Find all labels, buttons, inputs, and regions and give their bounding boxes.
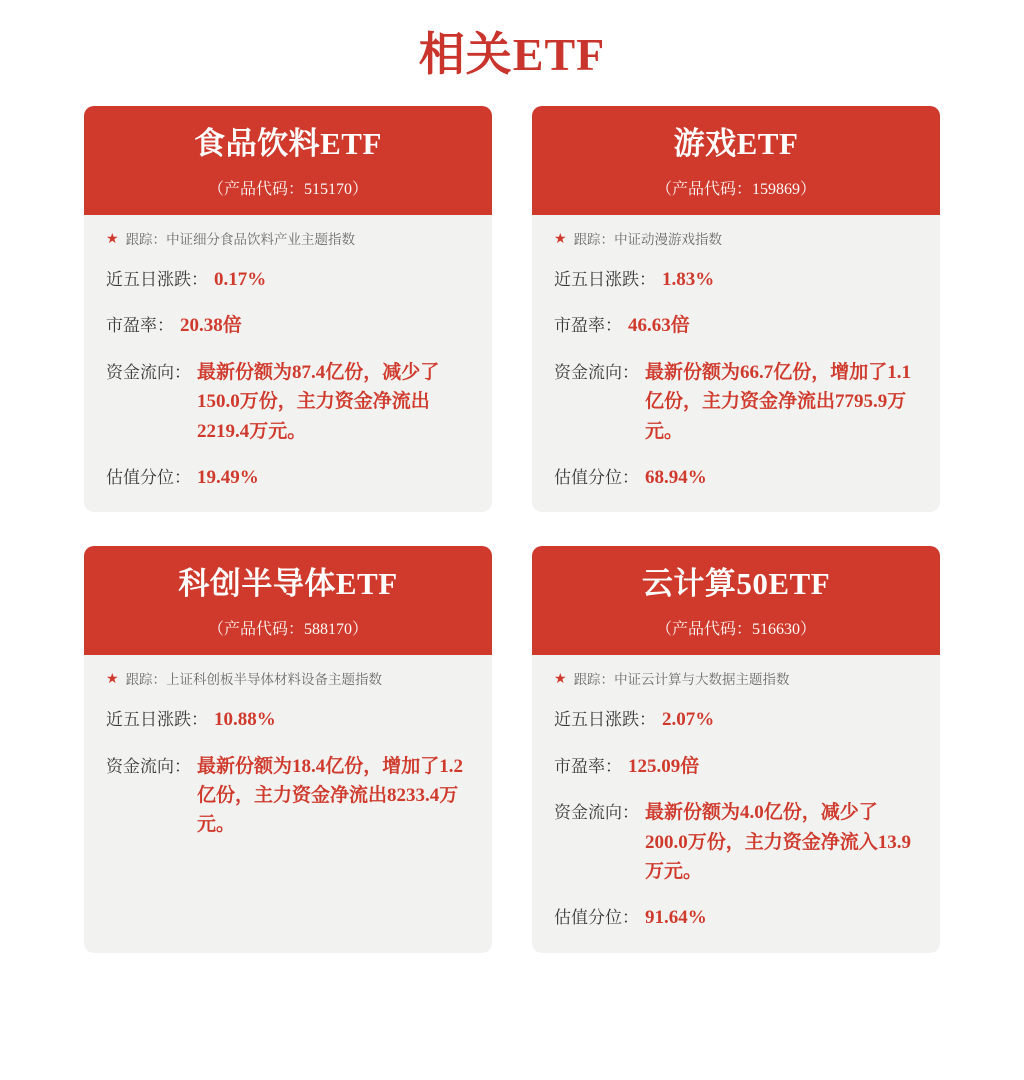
etf-name: 游戏ETF bbox=[673, 126, 799, 161]
etf-track-row bbox=[106, 671, 470, 689]
metric-label: 资金流向： bbox=[554, 803, 639, 823]
etf-track-text bbox=[126, 671, 383, 689]
etf-code bbox=[542, 176, 930, 199]
etf-card-body bbox=[532, 655, 940, 953]
etf-code bbox=[94, 176, 482, 199]
etf-track-value: 中证细分食品饮料产业主题指数 bbox=[166, 231, 356, 247]
metric-label: 资金流向： bbox=[554, 362, 639, 382]
etf-card-header bbox=[84, 546, 492, 655]
metric-valuation bbox=[554, 463, 918, 493]
metric-value: 19.49% bbox=[197, 466, 259, 488]
metric-label: 近五日涨跌： bbox=[554, 710, 656, 730]
metric-label: 近五日涨跌： bbox=[106, 710, 208, 730]
metric-pe bbox=[106, 311, 470, 341]
page-title: 相关ETF bbox=[418, 29, 606, 80]
etf-card-header bbox=[84, 106, 492, 215]
metric-five-day bbox=[554, 265, 918, 295]
etf-code bbox=[94, 616, 482, 639]
etf-track-value: 中证云计算与大数据主题指数 bbox=[614, 672, 790, 688]
etf-card-body bbox=[84, 215, 492, 513]
star-icon: ★ bbox=[106, 231, 119, 247]
metric-five-day bbox=[106, 265, 470, 295]
etf-card-grid bbox=[0, 106, 1024, 953]
etf-track-row bbox=[106, 231, 470, 249]
etf-track-label: 跟踪： bbox=[573, 231, 615, 247]
metric-value: 1.83% bbox=[662, 268, 715, 290]
etf-code-prefix: （产品代码： bbox=[207, 621, 304, 639]
etf-code-suffix: ） bbox=[352, 621, 369, 639]
metric-value: 最新份额为4.0亿份，减少了200.0万份，主力资金净流入13.9万元。 bbox=[645, 802, 912, 882]
metric-value: 10.88% bbox=[214, 709, 276, 731]
etf-code-suffix: ） bbox=[352, 180, 369, 198]
etf-track-row bbox=[554, 231, 918, 249]
etf-code-value: 588170 bbox=[304, 621, 352, 639]
metric-value: 46.63倍 bbox=[628, 315, 690, 337]
metric-label: 市盈率： bbox=[554, 316, 622, 336]
etf-code-value: 159869 bbox=[752, 180, 800, 198]
etf-track-label: 跟踪： bbox=[125, 231, 167, 247]
etf-track-label: 跟踪： bbox=[573, 672, 615, 688]
metric-label: 估值分位： bbox=[106, 467, 191, 487]
etf-name: 科创半导体ETF bbox=[178, 566, 398, 602]
metric-value: 68.94% bbox=[645, 466, 707, 488]
metric-valuation bbox=[554, 903, 918, 933]
etf-name: 食品饮料ETF bbox=[194, 126, 382, 161]
star-icon: ★ bbox=[106, 672, 119, 688]
etf-card-header bbox=[532, 106, 940, 215]
metric-fund-flow bbox=[554, 358, 918, 446]
etf-track-text bbox=[126, 231, 356, 249]
etf-card-body bbox=[84, 655, 492, 953]
metric-label: 估值分位： bbox=[554, 467, 639, 487]
etf-track-value: 中证动漫游戏指数 bbox=[614, 231, 723, 247]
metric-fund-flow bbox=[106, 752, 470, 840]
metric-pe bbox=[554, 311, 918, 341]
etf-track-text bbox=[574, 231, 723, 249]
etf-card[interactable] bbox=[532, 546, 940, 952]
metric-value: 最新份额为66.7亿份，增加了1.1亿份，主力资金净流出7795.9万元。 bbox=[645, 361, 912, 442]
etf-track-value: 上证科创板半导体材料设备主题指数 bbox=[166, 672, 383, 688]
metric-value: 最新份额为87.4亿份，减少了150.0万份，主力资金净流出2219.4万元。 bbox=[197, 361, 440, 442]
metric-label: 市盈率： bbox=[554, 756, 622, 776]
etf-code-prefix: （产品代码： bbox=[655, 621, 752, 639]
metric-label: 估值分位： bbox=[554, 908, 639, 928]
metric-pe bbox=[554, 752, 918, 782]
metric-value: 2.07% bbox=[662, 709, 715, 731]
etf-code bbox=[542, 616, 930, 639]
etf-track-label: 跟踪： bbox=[125, 672, 167, 688]
metric-value: 125.09倍 bbox=[628, 755, 700, 777]
metric-five-day bbox=[106, 705, 470, 735]
etf-code-prefix: （产品代码： bbox=[655, 180, 752, 198]
etf-card-body bbox=[532, 215, 940, 513]
metric-five-day bbox=[554, 705, 918, 735]
etf-card[interactable] bbox=[84, 106, 492, 512]
metric-valuation bbox=[106, 463, 470, 493]
star-icon: ★ bbox=[554, 672, 567, 688]
etf-code-value: 516630 bbox=[752, 621, 800, 639]
etf-code-value: 515170 bbox=[304, 180, 352, 198]
metric-fund-flow bbox=[554, 798, 918, 886]
metric-value: 91.64% bbox=[645, 907, 707, 929]
etf-track-text bbox=[574, 671, 790, 689]
metric-label: 市盈率： bbox=[106, 316, 174, 336]
etf-card[interactable] bbox=[532, 106, 940, 512]
metric-label: 资金流向： bbox=[106, 756, 191, 776]
metric-value: 20.38倍 bbox=[180, 315, 242, 337]
etf-code-prefix: （产品代码： bbox=[207, 180, 304, 198]
etf-card[interactable] bbox=[84, 546, 492, 952]
etf-code-suffix: ） bbox=[800, 621, 817, 639]
star-icon: ★ bbox=[554, 231, 567, 247]
metric-fund-flow bbox=[106, 358, 470, 446]
etf-track-row bbox=[554, 671, 918, 689]
etf-name: 云计算50ETF bbox=[641, 566, 831, 602]
etf-card-header bbox=[532, 546, 940, 655]
metric-label: 近五日涨跌： bbox=[106, 269, 208, 289]
metric-value: 0.17% bbox=[214, 268, 267, 290]
metric-label: 近五日涨跌： bbox=[554, 269, 656, 289]
metric-label: 资金流向： bbox=[106, 362, 191, 382]
metric-value: 最新份额为18.4亿份，增加了1.2亿份，主力资金净流出8233.4万元。 bbox=[197, 755, 464, 836]
etf-code-suffix: ） bbox=[800, 180, 817, 198]
